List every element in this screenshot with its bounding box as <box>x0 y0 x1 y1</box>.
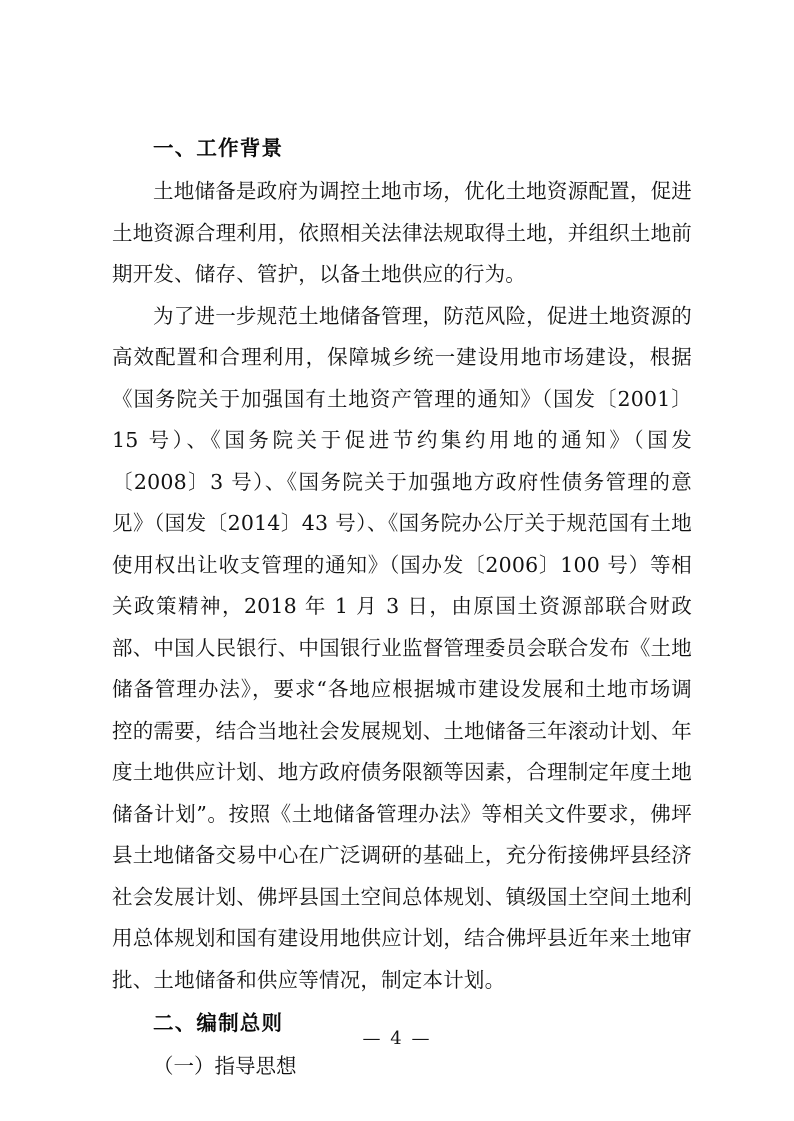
subsection-heading-guiding-ideology: （一）指导思想 <box>153 1054 297 1078</box>
page-footer <box>0 1028 794 1049</box>
paragraph-land-reserve-definition: 土地储备是政府为调控土地市场，优化土地资源配置，促进土地资源合理利用，依照相关法律法规取得土地，并组织土地前期开发、储存、管护，以备土地供应的行为。 <box>112 179 692 286</box>
page-content <box>112 128 692 1088</box>
paragraph-policy-basis: 为了进一步规范土地储备管理，防范风险，促进土地资源的高效配置和合理利用，保障城乡统一建设用地市场建设，根据《国务院关于加强国有土地资产管理的通知》（国发〔2001〕15 号）、《国务院关于促进节约集约用地的通知》（国发〔2008〕3 号）、《国务院关于加强地方政府性债务管理的意见》（国发〔2014〕43 号）、《国务院办公厅关于规范国有土地使用权出让收支管理的通知》（国办发〔2006〕100 号）等相关政策精神，2018 年 1 月 3 日，由原国土资源部联合财政部、中国人民银行、中国银行业监督管理委员会联合发布《土地储备管理办法》，要求“各地应根据城市建设发展和土地市场调控的需要，结合当地社会发展规划、土地储备三年滚动计划、年度土地供应计划、地方政府债务限额等因素，合理制定年度土地储备计划”。按照《土地储备管理办法》等相关文件要求，佛坪县土地储备交易中心在广泛调研的基础上，充分衔接佛坪县经济社会发展计划、佛坪县国土空间总体规划、镇级国土空间土地利用总体规划和国有建设用地供应计划，结合佛坪县近年来土地审批、土地储备和供应等情况，制定本计划。 <box>112 303 692 992</box>
section-heading-work-background: 一、工作背景 <box>153 136 284 160</box>
page-number: — 4 — <box>362 1028 432 1049</box>
section-heading-general-principles: 二、编制总则 <box>153 1011 284 1035</box>
